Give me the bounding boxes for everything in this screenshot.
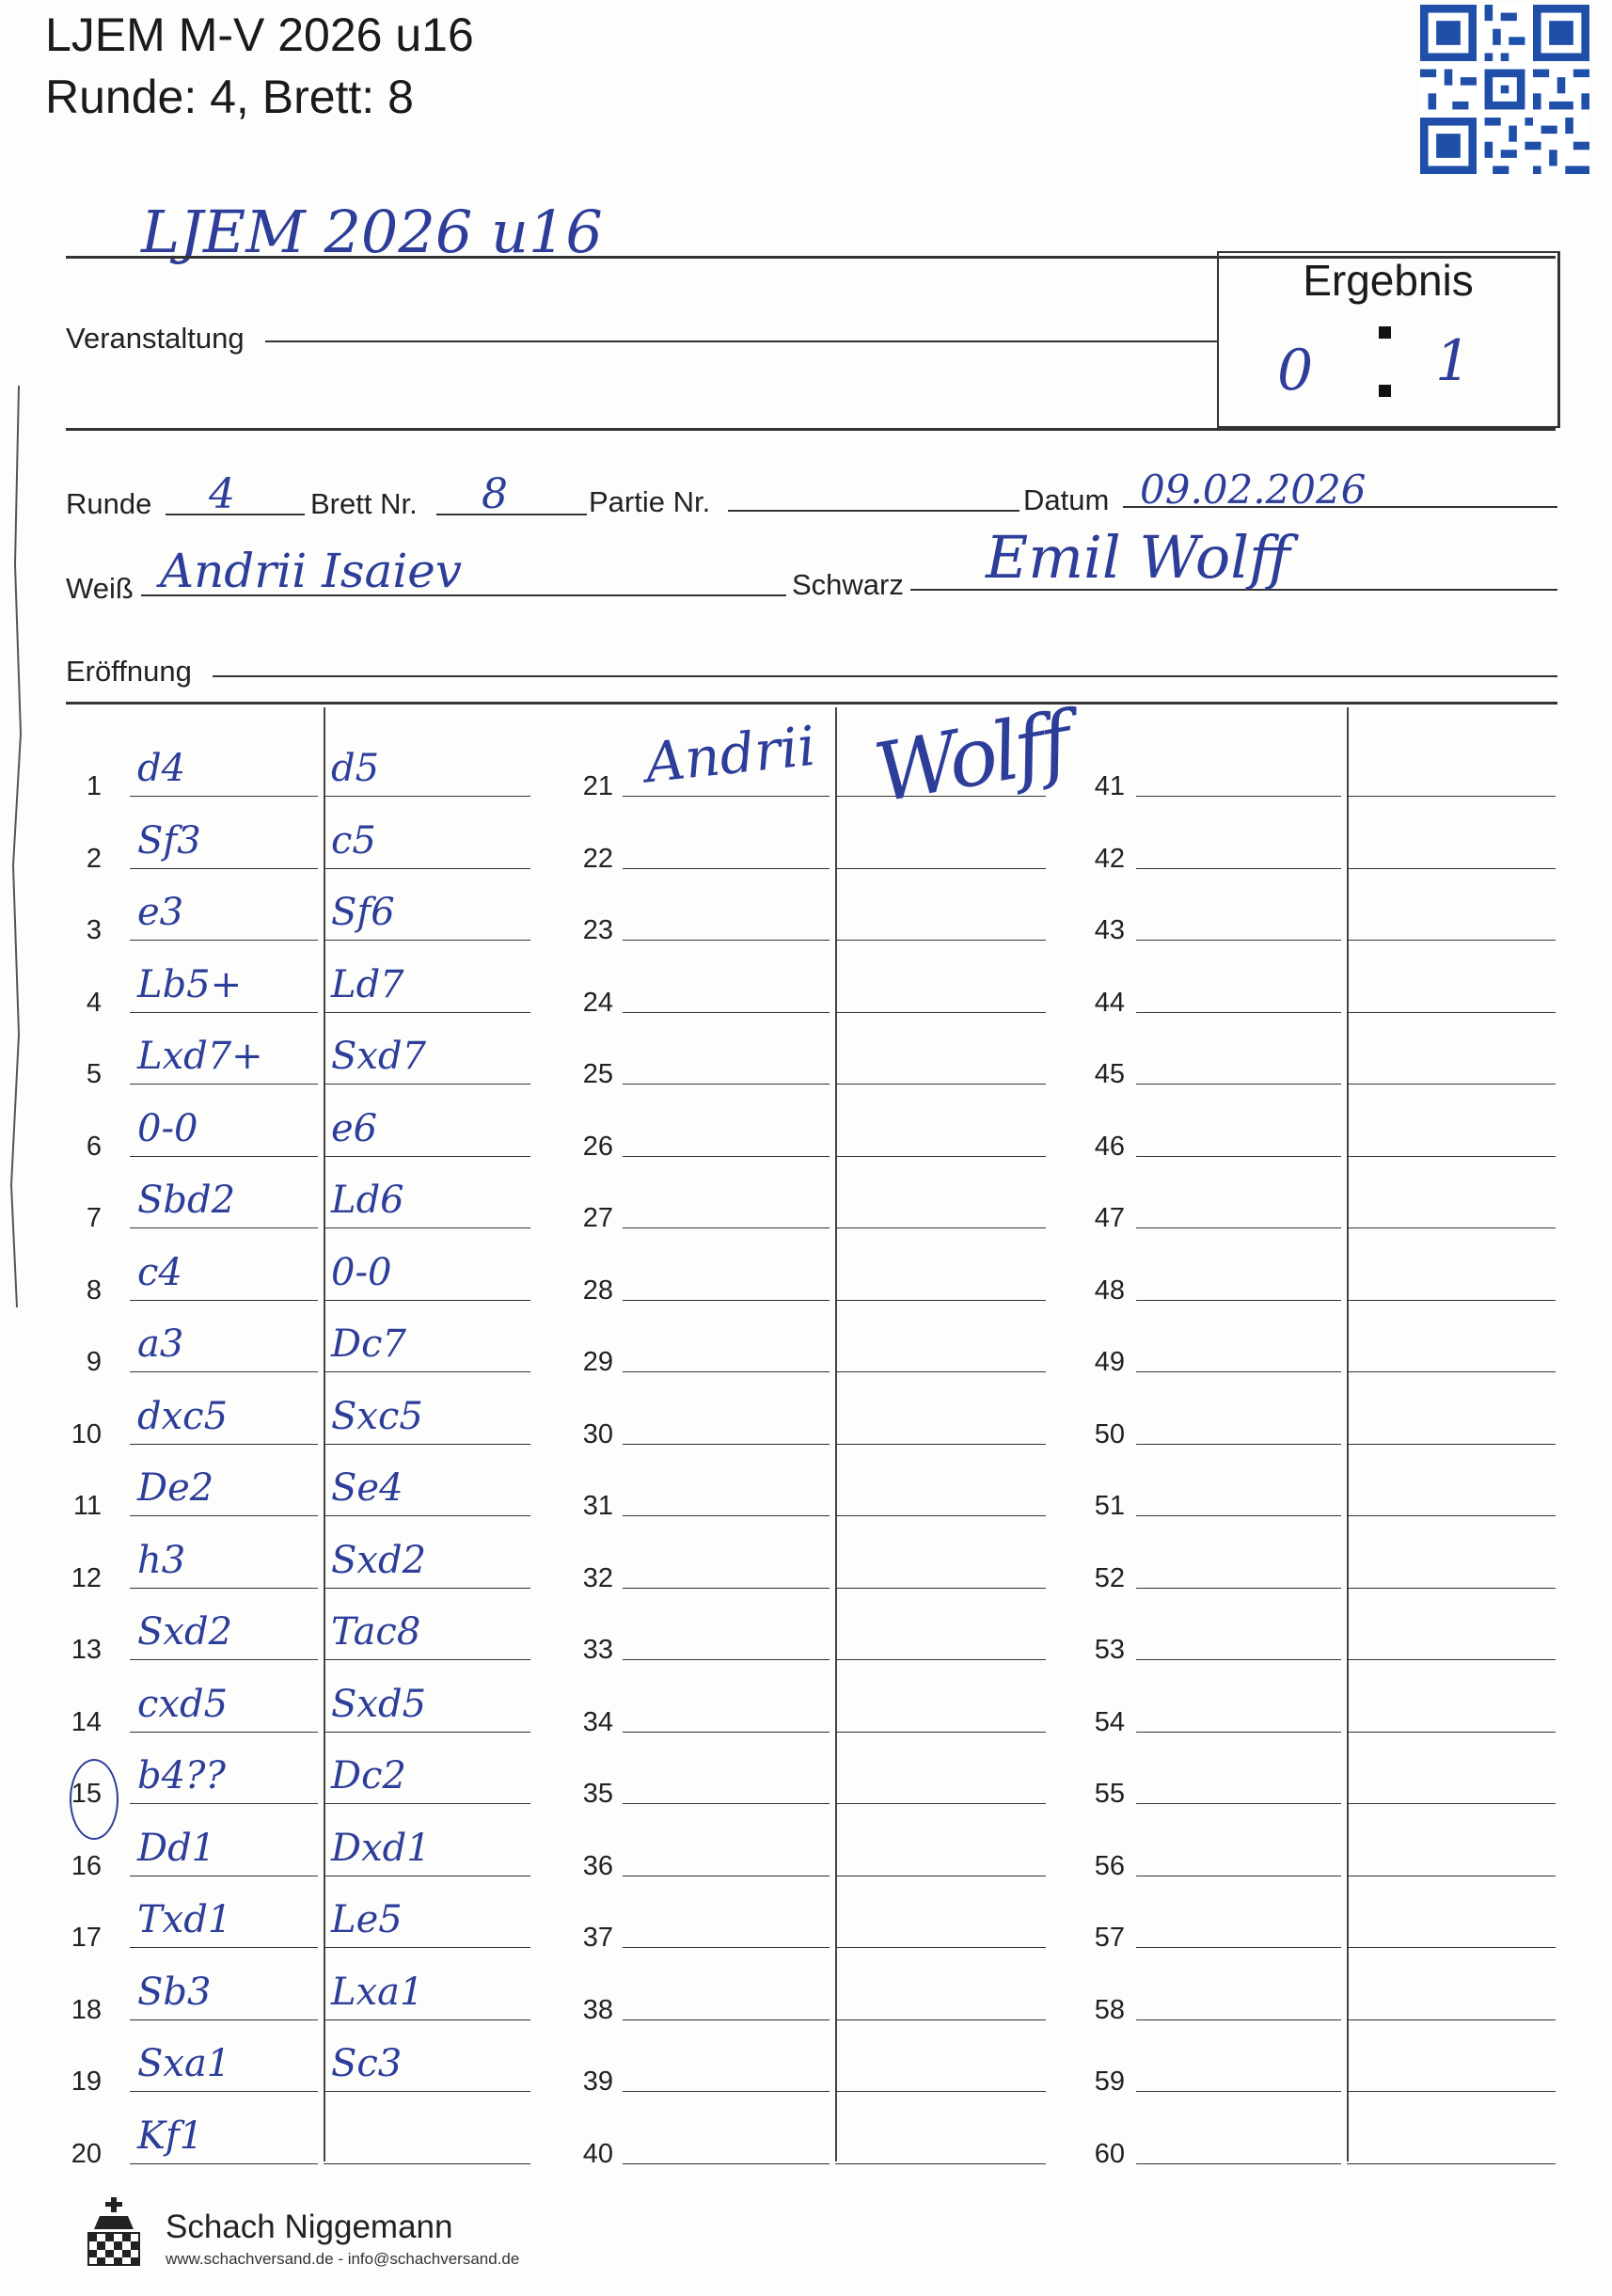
white-move: cxd5: [137, 1682, 229, 1726]
white-move: d4: [137, 747, 186, 790]
white-move-field[interactable]: [1136, 1803, 1341, 1804]
white-move: 0-0: [137, 1106, 198, 1150]
black-move-field[interactable]: [324, 2163, 530, 2164]
move-number: 59: [1094, 2066, 1125, 2097]
white-move-field[interactable]: [623, 1156, 830, 1157]
move-number: 27: [582, 1203, 613, 1233]
black-move-field[interactable]: [324, 1227, 530, 1228]
event-handwritten: LJEM 2026 u16: [141, 198, 603, 266]
date-label: Datum: [1023, 483, 1110, 516]
white-label: Weiß: [66, 572, 134, 605]
black-move: Dxd1: [331, 1826, 431, 1870]
move-number: 57: [1094, 1923, 1125, 1953]
move-number: 55: [1094, 1779, 1125, 1809]
black-move-field[interactable]: [324, 1588, 530, 1589]
black-move-field[interactable]: [324, 1300, 530, 1301]
move-number: 30: [582, 1418, 613, 1449]
black-move-field[interactable]: [1347, 1947, 1556, 1948]
move-number: 29: [582, 1347, 613, 1377]
board-label: Brett Nr.: [310, 487, 418, 520]
date-value: 09.02.2026: [1140, 467, 1367, 513]
black-move-field[interactable]: [835, 1732, 1046, 1733]
move-number: 46: [1094, 1131, 1125, 1162]
white-move-field[interactable]: [130, 1732, 318, 1733]
white-move-field[interactable]: [623, 1515, 830, 1516]
white-move: Sbd2: [137, 1179, 236, 1222]
black-move-field[interactable]: [835, 1444, 1046, 1445]
white-move-field[interactable]: [623, 1227, 830, 1228]
black-move-field[interactable]: [835, 1588, 1046, 1589]
move-number: 60: [1094, 2138, 1125, 2169]
white-move-field[interactable]: [623, 1012, 830, 1013]
black-move-field[interactable]: [1347, 868, 1556, 869]
white-move-field[interactable]: [1136, 868, 1341, 869]
black-move: Sf6: [331, 891, 395, 934]
white-move-field[interactable]: [1136, 1012, 1341, 1013]
white-move-field[interactable]: [130, 2091, 318, 2092]
black-move-field[interactable]: [1347, 1659, 1556, 1660]
white-move: h3: [137, 1538, 186, 1582]
move-number: 5: [86, 1059, 102, 1089]
move-number: 20: [71, 2138, 102, 2169]
white-move-field[interactable]: [130, 2019, 318, 2020]
white-move-field[interactable]: [130, 940, 318, 941]
white-move-field[interactable]: [623, 2163, 830, 2164]
move-number: 7: [86, 1203, 102, 1233]
white-move-field[interactable]: [130, 1371, 318, 1372]
white-move-field[interactable]: [1136, 1300, 1341, 1301]
black-move: c5: [331, 818, 376, 863]
opening-label: Eröffnung: [66, 655, 192, 688]
black-move-field[interactable]: [835, 1947, 1046, 1948]
white-move-field[interactable]: [130, 1588, 318, 1589]
white-move: Txd1: [137, 1898, 232, 1941]
move-number: 6: [86, 1131, 102, 1162]
white-move-field[interactable]: [623, 796, 830, 797]
move-number: 21: [582, 771, 613, 801]
white-move-field[interactable]: [623, 1732, 830, 1733]
white-move-field[interactable]: [130, 1012, 318, 1013]
move-number: 11: [72, 1491, 102, 1521]
move-number: 1: [86, 771, 102, 801]
white-move-field[interactable]: [130, 1156, 318, 1157]
white-move-field[interactable]: [623, 868, 830, 869]
white-move-field[interactable]: [1136, 1227, 1341, 1228]
white-move-field[interactable]: [623, 1300, 830, 1301]
move-number: 22: [582, 843, 613, 874]
white-move-field[interactable]: [623, 2091, 830, 2092]
black-move-field[interactable]: [835, 1515, 1046, 1516]
move-number: 26: [582, 1131, 613, 1162]
white-move-field[interactable]: [130, 2163, 318, 2164]
black-move-field[interactable]: [1347, 1803, 1556, 1804]
white-move-field[interactable]: [130, 1084, 318, 1085]
black-move-field[interactable]: [835, 2163, 1046, 2164]
black-move-field[interactable]: [835, 1156, 1046, 1157]
move-number: 13: [71, 1635, 102, 1665]
white-move-field[interactable]: [130, 1300, 318, 1301]
move-number: 15: [71, 1779, 102, 1809]
move-number: 56: [1094, 1850, 1125, 1881]
black-move: Ld6: [331, 1179, 404, 1222]
black-move-field[interactable]: [835, 1659, 1046, 1660]
white-move-field[interactable]: [623, 1803, 830, 1804]
move-number: 4: [86, 987, 102, 1018]
black-move-field[interactable]: [1347, 2163, 1556, 2164]
white-move-field[interactable]: [1136, 940, 1341, 941]
black-move-field[interactable]: [1347, 1012, 1556, 1013]
move-number: 17: [71, 1923, 102, 1953]
black-value: Emil Wolff: [986, 523, 1291, 592]
white-move-field[interactable]: [1136, 2091, 1341, 2092]
move-number: 37: [582, 1923, 613, 1953]
move-number: 38: [582, 1994, 613, 2025]
column-divider: [835, 707, 837, 2161]
move-number: 12: [71, 1562, 102, 1593]
white-signature: Andrii: [641, 713, 819, 796]
column-divider: [324, 707, 325, 2161]
move-number: 9: [86, 1347, 102, 1377]
white-move-field[interactable]: [623, 1084, 830, 1085]
black-move-field[interactable]: [324, 1012, 530, 1013]
move-number: 58: [1094, 1994, 1125, 2025]
move-number: 25: [582, 1059, 613, 1089]
round-label: Runde: [66, 487, 152, 520]
black-move-field[interactable]: [1347, 1444, 1556, 1445]
black-move-field[interactable]: [324, 1084, 530, 1085]
black-move-field[interactable]: [324, 1156, 530, 1157]
move-number: 16: [71, 1850, 102, 1881]
white-move-field[interactable]: [1136, 1371, 1341, 1372]
black-move: d5: [331, 747, 380, 790]
white-move-field[interactable]: [1136, 1732, 1341, 1733]
move-number: 34: [582, 1706, 613, 1737]
sheet-title: LJEM M-V 2026 u16: [45, 8, 474, 61]
white-move-field[interactable]: [623, 1947, 830, 1948]
move-number: 53: [1094, 1635, 1125, 1665]
black-label: Schwarz: [792, 568, 904, 601]
black-move-field[interactable]: [1347, 2091, 1556, 2092]
black-move-field[interactable]: [835, 2019, 1046, 2020]
black-move-field[interactable]: [1347, 1515, 1556, 1516]
black-signature: Wolff: [867, 694, 1075, 822]
black-move: Le5: [331, 1898, 403, 1941]
black-move-field[interactable]: [1347, 940, 1556, 941]
white-move-field[interactable]: [130, 1947, 318, 1948]
black-move-field[interactable]: [1347, 2019, 1556, 2020]
game-label: Partie Nr.: [589, 485, 711, 518]
move-number: 48: [1094, 1275, 1125, 1306]
move-number: 43: [1094, 915, 1125, 945]
black-move-field[interactable]: [835, 1012, 1046, 1013]
sheet-subtitle: Runde: 4, Brett: 8: [45, 71, 414, 123]
white-move: b4??: [137, 1754, 226, 1797]
white-move-field[interactable]: [130, 796, 318, 797]
white-value: Andrii Isaiev: [160, 544, 463, 598]
white-move: Sb3: [137, 1970, 212, 2014]
black-move-field[interactable]: [324, 1444, 530, 1445]
black-move-field[interactable]: [835, 1300, 1046, 1301]
move-number: 8: [86, 1275, 102, 1306]
move-number: 51: [1094, 1491, 1125, 1521]
move-number: 3: [86, 915, 102, 945]
white-move-field[interactable]: [1136, 1444, 1341, 1445]
result-white[interactable]: 0: [1277, 338, 1314, 404]
white-move-field[interactable]: [1136, 1515, 1341, 1516]
white-move-field[interactable]: [623, 1444, 830, 1445]
chess-king-logo-icon: [79, 2195, 149, 2272]
black-move: Sc3: [331, 2042, 403, 2085]
white-move-field[interactable]: [1136, 1156, 1341, 1157]
white-move-field[interactable]: [1136, 2019, 1341, 2020]
black-move-field[interactable]: [324, 1515, 530, 1516]
move-number: 47: [1094, 1203, 1125, 1233]
white-move: Dd1: [137, 1826, 216, 1870]
move-number: 35: [582, 1779, 613, 1809]
white-move-field[interactable]: [1136, 796, 1341, 797]
black-move: Lxa1: [331, 1970, 424, 2014]
black-move-field[interactable]: [324, 1371, 530, 1372]
result-black[interactable]: 1: [1435, 328, 1472, 394]
white-move: a3: [137, 1322, 184, 1366]
white-move-field[interactable]: [130, 1227, 318, 1228]
black-move-field[interactable]: [1347, 1371, 1556, 1372]
white-move: Sxd2: [137, 1610, 233, 1654]
white-move-field[interactable]: [623, 1371, 830, 1372]
footer-brand: Schach Niggemann: [166, 2209, 453, 2245]
move-number: 10: [71, 1418, 102, 1449]
black-move-field[interactable]: [835, 2091, 1046, 2092]
move-number: 41: [1094, 771, 1125, 801]
black-move: Tac8: [331, 1610, 421, 1654]
black-move-field[interactable]: [324, 940, 530, 941]
move-number: 39: [582, 2066, 613, 2097]
move-number: 23: [582, 915, 613, 945]
move-number: 32: [582, 1562, 613, 1593]
black-move-field[interactable]: [324, 1803, 530, 1804]
black-move: Sxd2: [331, 1538, 427, 1582]
move-number: 33: [582, 1635, 613, 1665]
move-number: 42: [1094, 843, 1125, 874]
black-move-field[interactable]: [835, 1371, 1046, 1372]
move-number: 14: [71, 1706, 102, 1737]
move-number: 28: [582, 1275, 613, 1306]
black-move-field[interactable]: [835, 940, 1046, 941]
black-move-field[interactable]: [1347, 1588, 1556, 1589]
black-move-field[interactable]: [324, 2019, 530, 2020]
black-move: Dc2: [331, 1754, 406, 1797]
board-value: 8: [482, 470, 508, 518]
black-move-field[interactable]: [324, 796, 530, 797]
move-number: 2: [86, 843, 102, 874]
black-move-field[interactable]: [1347, 1156, 1556, 1157]
black-move-field[interactable]: [1347, 1084, 1556, 1085]
move-number: 36: [582, 1850, 613, 1881]
move-number: 31: [582, 1491, 613, 1521]
white-move-field[interactable]: [623, 1659, 830, 1660]
white-move-field[interactable]: [623, 2019, 830, 2020]
white-move-field[interactable]: [130, 1803, 318, 1804]
black-move-field[interactable]: [324, 1659, 530, 1660]
black-move-field[interactable]: [324, 1947, 530, 1948]
move-15-circle: [70, 1759, 119, 1840]
black-move: Se4: [331, 1466, 403, 1510]
black-move-field[interactable]: [324, 868, 530, 869]
white-move-field[interactable]: [130, 1444, 318, 1445]
black-move: 0-0: [331, 1250, 392, 1294]
black-move-field[interactable]: [324, 2091, 530, 2092]
black-move: Dc7: [331, 1322, 406, 1366]
white-move-field[interactable]: [1136, 1084, 1341, 1085]
result-label: Ergebnis: [1303, 256, 1474, 305]
white-move-field[interactable]: [130, 1659, 318, 1660]
black-move-field[interactable]: [835, 1227, 1046, 1228]
white-move-field[interactable]: [623, 940, 830, 941]
black-move: Sxc5: [331, 1394, 423, 1438]
black-move-field[interactable]: [1347, 1732, 1556, 1733]
black-move: Ld7: [331, 962, 404, 1006]
black-move-field[interactable]: [835, 1084, 1046, 1085]
white-move: dxc5: [137, 1394, 229, 1438]
round-value: 4: [209, 470, 235, 518]
white-move-field[interactable]: [1136, 1659, 1341, 1660]
white-move-field[interactable]: [623, 1588, 830, 1589]
move-number: 40: [582, 2138, 613, 2169]
black-move-field[interactable]: [1347, 796, 1556, 797]
white-move-field[interactable]: [130, 868, 318, 869]
white-move: Sf3: [137, 818, 201, 863]
column-divider: [1347, 707, 1349, 2161]
move-number: 52: [1094, 1562, 1125, 1593]
black-move-field[interactable]: [835, 868, 1046, 869]
move-number: 19: [71, 2066, 102, 2097]
black-move-field[interactable]: [1347, 1227, 1556, 1228]
black-move: e6: [331, 1106, 378, 1150]
white-move: Lxd7+: [137, 1035, 263, 1078]
move-number: 49: [1094, 1347, 1125, 1377]
move-number: 45: [1094, 1059, 1125, 1089]
footer-contact[interactable]: www.schachversand.de - info@schachversand.de: [166, 2250, 520, 2268]
white-move-field[interactable]: [1136, 1588, 1341, 1589]
move-number: 44: [1094, 987, 1125, 1018]
black-move: Sxd7: [331, 1035, 427, 1078]
white-move-field[interactable]: [1136, 1947, 1341, 1948]
white-move-field[interactable]: [130, 1515, 318, 1516]
move-number: 54: [1094, 1706, 1125, 1737]
black-move-field[interactable]: [1347, 1300, 1556, 1301]
white-move: c4: [137, 1250, 182, 1294]
white-move: Kf1: [137, 2114, 204, 2158]
white-move: e3: [137, 891, 184, 934]
white-move: De2: [137, 1466, 214, 1510]
white-move: Sxa1: [137, 2042, 231, 2085]
black-move-field[interactable]: [835, 1803, 1046, 1804]
move-number: 50: [1094, 1418, 1125, 1449]
white-move-field[interactable]: [1136, 2163, 1341, 2164]
move-number: 24: [582, 987, 613, 1018]
white-move: Lb5+: [137, 962, 243, 1006]
event-label: Veranstaltung: [66, 322, 245, 355]
move-number: 18: [71, 1994, 102, 2025]
black-move-field[interactable]: [324, 1732, 530, 1733]
black-move: Sxd5: [331, 1682, 427, 1726]
